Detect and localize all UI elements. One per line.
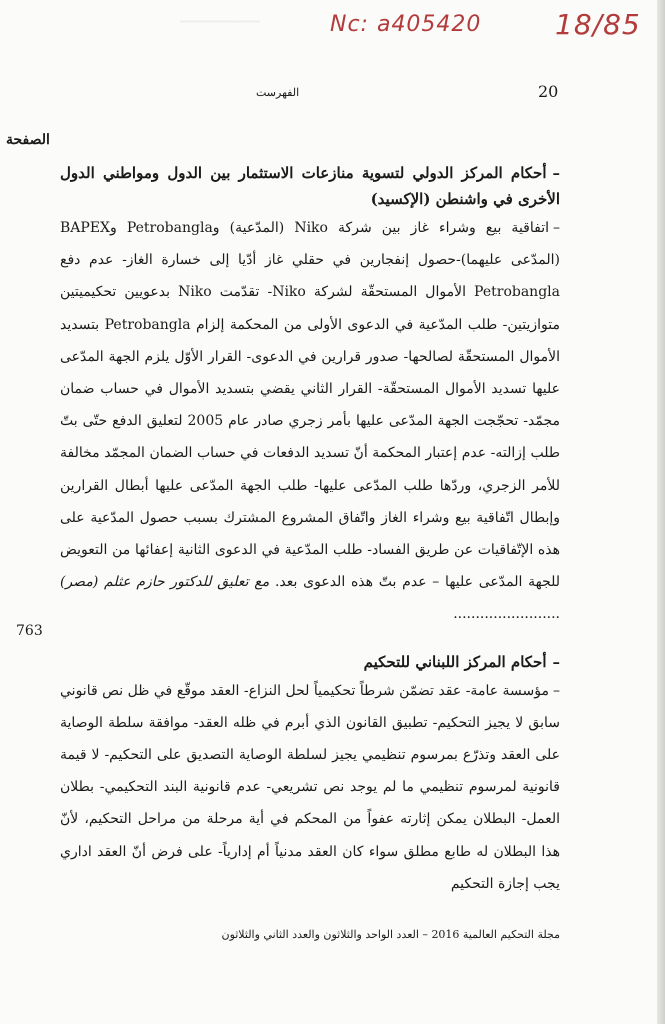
section-title: –أحكام المركز الدولي لتسوية منازعات الاستثمار بين الدول ومواطني الدول الأخرى في واشنطن (الإكسيد) (60, 164, 560, 208)
entry-annotation: مع تعليق للدكتور حازم عثلم (مصر) (60, 574, 270, 591)
bleed-through-ghost: ────── (180, 10, 260, 35)
index-entry: –اتفاقية بيع وشراء غاز بين شركة Niko (المدّعية) وPetrobangla وBAPEX (المدّعى عليهما)-حصول إنفجارين في حقلي غاز أدّيا إلى خسارة الغاز- عدم دفع Petrobangla الأموال المستحقّة لشركة Niko- تقدّمت Niko بدعويين تحكيميتين متوازيتين- طلب المدّعية في الدعوى الأولى من المحكمة إلزام Petrobangla بتسديد الأموال المستحقّة لصالحها- صدور قرارين في الدعوى- القرار الأوّل يلزم الجهة المدّعى عليها تسديد الأموال المستحقّة- القرار الثاني يقضي بتسديد الأموال في حساب ضمان مجمّد- تحجّجت الجهة المدّعى عليها بأمر زجري صادر عام 2005 لتعليق الدفع حتّى بتّ طلب إزالته- عدم إعتبار المحكمة أنّ تسديد الدفعات في حساب الضمان المجمّد مخالفة للأمر الزجري، وردّها طلب المدّعى عليها- طلب الجهة المدّعى عليها أبطال القرارين وإبطال اتّفاقية بيع وشراء الغاز واتّفاق المشروع المشترك بسبب حصول المدّعية على هذه الإتّفاقيات عن طريق الفساد- طلب المدّعية في الدعوى الثانية إعفائها من التعويض للجهة المدّعى عليها – عدم بتّ هذه الدعوى بعد. مع تعليق للدكتور حازم عثلم (مصر) ........................ (60, 220, 561, 623)
section-title-text: أحكام المركز الدولي لتسوية منازعات الاستثمار بين الدول ومواطني الدول الأخرى في واشنطن (الإكسيد) (60, 164, 560, 208)
section-title: –أحكام المركز اللبناني للتحكيم (363, 652, 560, 671)
page-column-label: الصفحة (6, 132, 50, 148)
section-title-text: أحكام المركز اللبناني للتحكيم (363, 652, 547, 671)
leader-dots: ........................ (453, 606, 560, 623)
page-reference: 763 (16, 623, 43, 639)
journal-footer: مجلة التحكيم العالمية 2016 – العدد الواحد والثلاثون والعدد الثاني والثلاثون (221, 928, 560, 941)
index-content (60, 150, 560, 900)
handwritten-reference-code: Nc: a405420 (330, 12, 482, 37)
page-edge (657, 0, 665, 1024)
index-entry: –مؤسسة عامة- عقد تضمّن شرطاً تحكيمياً لحل النزاع- العقد موقّع في ظل نص قانوني سابق لا يجيز التحكيم- تطبيق القانون الذي أبرم في ظله العقد- موافقة سلطة الوصاية على العقد وتذرّع بمرسوم تنظيمي يجيز لسلطة الوصاية التصديق على التحكيم- لا قيمة قانونية لمرسوم تنظيمي ما لم يوجد نص تشريعي- عدم قانونية البند التحكيمي- بطلان العمل- البطلان يمكن إثارته عفواً من المحكم في أية مرحلة من مراحل التحكيم، لأنّ هذا البطلان له طابع مطلق سواء كان العقد مدنياً أم إدارياً- على فرض أنّ العقد اداري يجب إجازة التحكيم (60, 682, 560, 892)
page-number: 20 (538, 82, 559, 101)
entry-text: اتفاقية بيع وشراء غاز بين شركة Niko (المدّعية) وPetrobangla وBAPEX (المدّعى عليهما)-حصول إنفجارين في حقلي غاز أدّيا إلى خسارة الغاز- عدم دفع Petrobangla الأموال المستحقّة لشركة Niko- تقدّمت Niko بدعويين تحكيميتين متوازيتين- طلب المدّعية في الدعوى الأولى من المحكمة إلزام Petrobangla بتسديد الأموال المستحقّة لصالحها- صدور قرارين في الدعوى- القرار الأوّل يلزم الجهة المدّعى عليها تسديد الأموال المستحقّة- القرار الثاني يقضي بتسديد الأموال في حساب ضمان مجمّد- تحجّجت الجهة المدّعى عليها بأمر زجري صادر عام 2005 لتعليق الدفع حتّى بتّ طلب إزالته- عدم إعتبار المحكمة أنّ تسديد الدفعات في حساب الضمان المجمّد مخالفة للأمر الزجري، وردّها طلب المدّعى عليها- طلب الجهة المدّعى عليها أبطال القرارين وإبطال اتّفاقية بيع وشراء الغاز واتّفاق المشروع المشترك بسبب حصول المدّعية على هذه الإتّفاقيات عن طريق الفساد- طلب المدّعية في الدعوى الثانية إعفائها من التعويض للجهة المدّعى عليها – عدم بتّ هذه الدعوى بعد. (60, 220, 561, 591)
running-header: الفهرست (256, 86, 300, 99)
handwritten-page-count: 18/85 (555, 8, 641, 41)
entry-text: مؤسسة عامة- عقد تضمّن شرطاً تحكيمياً لحل النزاع- العقد موقّع في ظل نص قانوني سابق لا يجيز التحكيم- تطبيق القانون الذي أبرم في ظله العقد- موافقة سلطة الوصاية على العقد وتذرّع بمرسوم تنظيمي يجيز لسلطة الوصاية التصديق على التحكيم- لا قيمة قانونية لمرسوم تنظيمي ما لم يوجد نص تشريعي- عدم قانونية البند التحكيمي- بطلان العمل- البطلان يمكن إثارته عفواً من المحكم في أية مرحلة من مراحل التحكيم، لأنّ هذا البطلان له طابع مطلق سواء كان العقد مدنياً أم إدارياً- على فرض أنّ العقد اداري يجب إجازة التحكيم (60, 682, 560, 892)
